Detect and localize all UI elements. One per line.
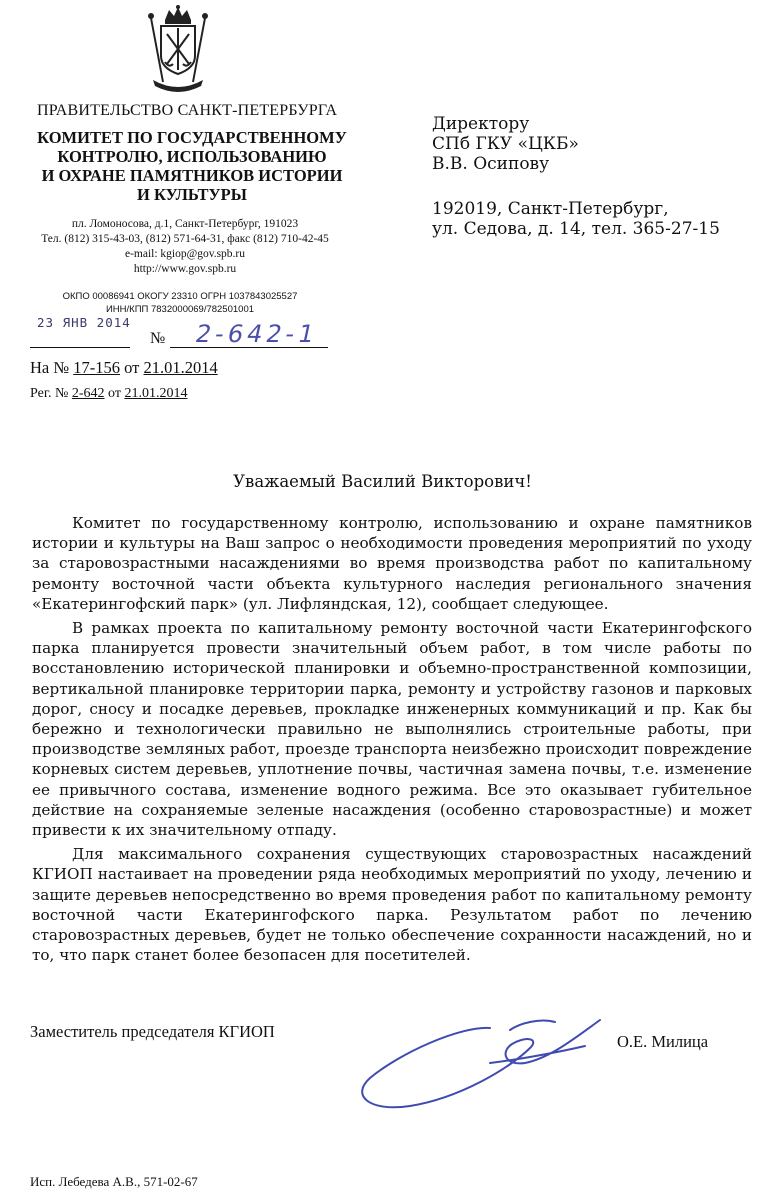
registration-line [30, 386, 187, 402]
body-paragraph: Комитет по государственному контролю, использованию и охране памятников истории и культуры на Ваш запрос о необходимости проведения мероприятий по уходу за старовозрастными насаждениями во время производства работ по капитальному ремонту восточной части объекта культурного наследия регионального значения «Екатерингофский парк» (ул. Лифляндская, 12), сообщает следующее. [32, 514, 752, 613]
contact-website: http://www.gov.spb.ru [133, 263, 237, 275]
body-paragraph: Для максимального сохранения существующих старовозрастных насаждений КГИОП настаивает на проведении ряда необходимых мероприятий по уходу, лечению и защите деревьев непосредственно во время проведения работ по капитальному ремонту восточной части Екатерингофского парка. Результатом работ по лечению старовозрастных деревьев, будет не только обеспечение сохранности насаждений, но и то, что парк станет более безопасен для посетителей. [32, 845, 752, 965]
addressee-line: СПб ГКУ «ЦКБ» [432, 134, 579, 154]
coat-of-arms-icon [143, 4, 213, 94]
addressee-address [432, 199, 720, 239]
reference-mid: от [124, 358, 140, 377]
registration-mid: от [108, 386, 121, 401]
contact-email: e-mail: kgiop@gov.spb.ru [124, 248, 246, 260]
registration-codes [20, 290, 340, 316]
address-line: 192019, Санкт-Петербург, [432, 199, 669, 219]
committee-line: И ОХРАНЕ ПАМЯТНИКОВ ИСТОРИИ [41, 166, 343, 185]
addressee-line: В.В. Осипову [432, 154, 550, 174]
number-label: № [150, 330, 166, 347]
addressee-line: Директору [432, 114, 530, 134]
reference-prefix: На № [30, 358, 70, 377]
executor-info: Исп. Лебедева А.В., 571-02-67 [30, 1174, 198, 1189]
addressee [432, 114, 579, 174]
number-underline [170, 347, 328, 348]
contact-phones: Тел. (812) 315-43-03, (812) 571-64-31, факс (812) 710-42-45 [41, 233, 329, 245]
codes-line: ОКПО 00086941 ОКОГУ 23310 ОГРН 1037843025527 [62, 291, 298, 302]
date-stamp: 23 ЯНВ 2014 [37, 315, 131, 330]
government-name: ПРАВИТЕЛЬСТВО САНКТ-ПЕТЕРБУРГА [37, 102, 338, 119]
committee-line: КОНТРОЛЮ, ИСПОЛЬЗОВАНИЮ [57, 147, 327, 166]
signatory-name: О.Е. Милица [617, 1032, 709, 1051]
committee-line: КОМИТЕТ ПО ГОСУДАРСТВЕННОМУ [37, 128, 347, 147]
handwritten-number: 2-642-1 [193, 320, 321, 348]
handwritten-signature [340, 1008, 630, 1118]
reference-number: 17-156 [73, 358, 120, 377]
body-paragraph: В рамках проекта по капитальному ремонту восточной части Екатерингофского парка планируется провести значительный объем работ, в том числе работы по восстановлению исторической планировки и объемно-пространственной композиции, вертикальной планировке территории парка, ремонту и устройству газонов и парковых дорог, сносу и посадке деревьев, прокладке инженерных коммуникаций и пр. Как бы бережно и технологически правильно не выполнялись строительные работы, при производстве земляных работ, проезде транспорта неизбежно происходит повреждение корневых систем деревьев, уплотнение почвы, частичная замена почвы, т.е. изменение ее привычного состава, изменение водного режима. Все это оказывает губительное действие на сохраняемые зеленые насаждения (особенно старовозрастные) и может привести к их значительному отпаду. [32, 619, 752, 840]
registration-number: 2-642 [71, 386, 105, 401]
address-line: ул. Седова, д. 14, тел. 365-27-15 [432, 219, 720, 239]
greeting: Уважаемый Василий Викторович! [233, 472, 532, 491]
reference-date: 21.01.2014 [143, 358, 218, 377]
letter-body [32, 513, 752, 969]
signatory-title: Заместитель председателя КГИОП [30, 1022, 275, 1041]
registration-prefix: Рег. № [30, 386, 69, 401]
committee-name [32, 128, 352, 204]
registration-date: 21.01.2014 [124, 386, 188, 401]
date-underline [30, 347, 130, 348]
reference-line [30, 358, 218, 378]
committee-line: И КУЛЬТУРЫ [137, 185, 247, 204]
committee-contacts [10, 217, 360, 277]
codes-line: ИНН/КПП 7832000069/782501001 [105, 304, 255, 315]
contact-address: пл. Ломоносова, д.1, Санкт-Петербург, 191023 [71, 218, 299, 230]
